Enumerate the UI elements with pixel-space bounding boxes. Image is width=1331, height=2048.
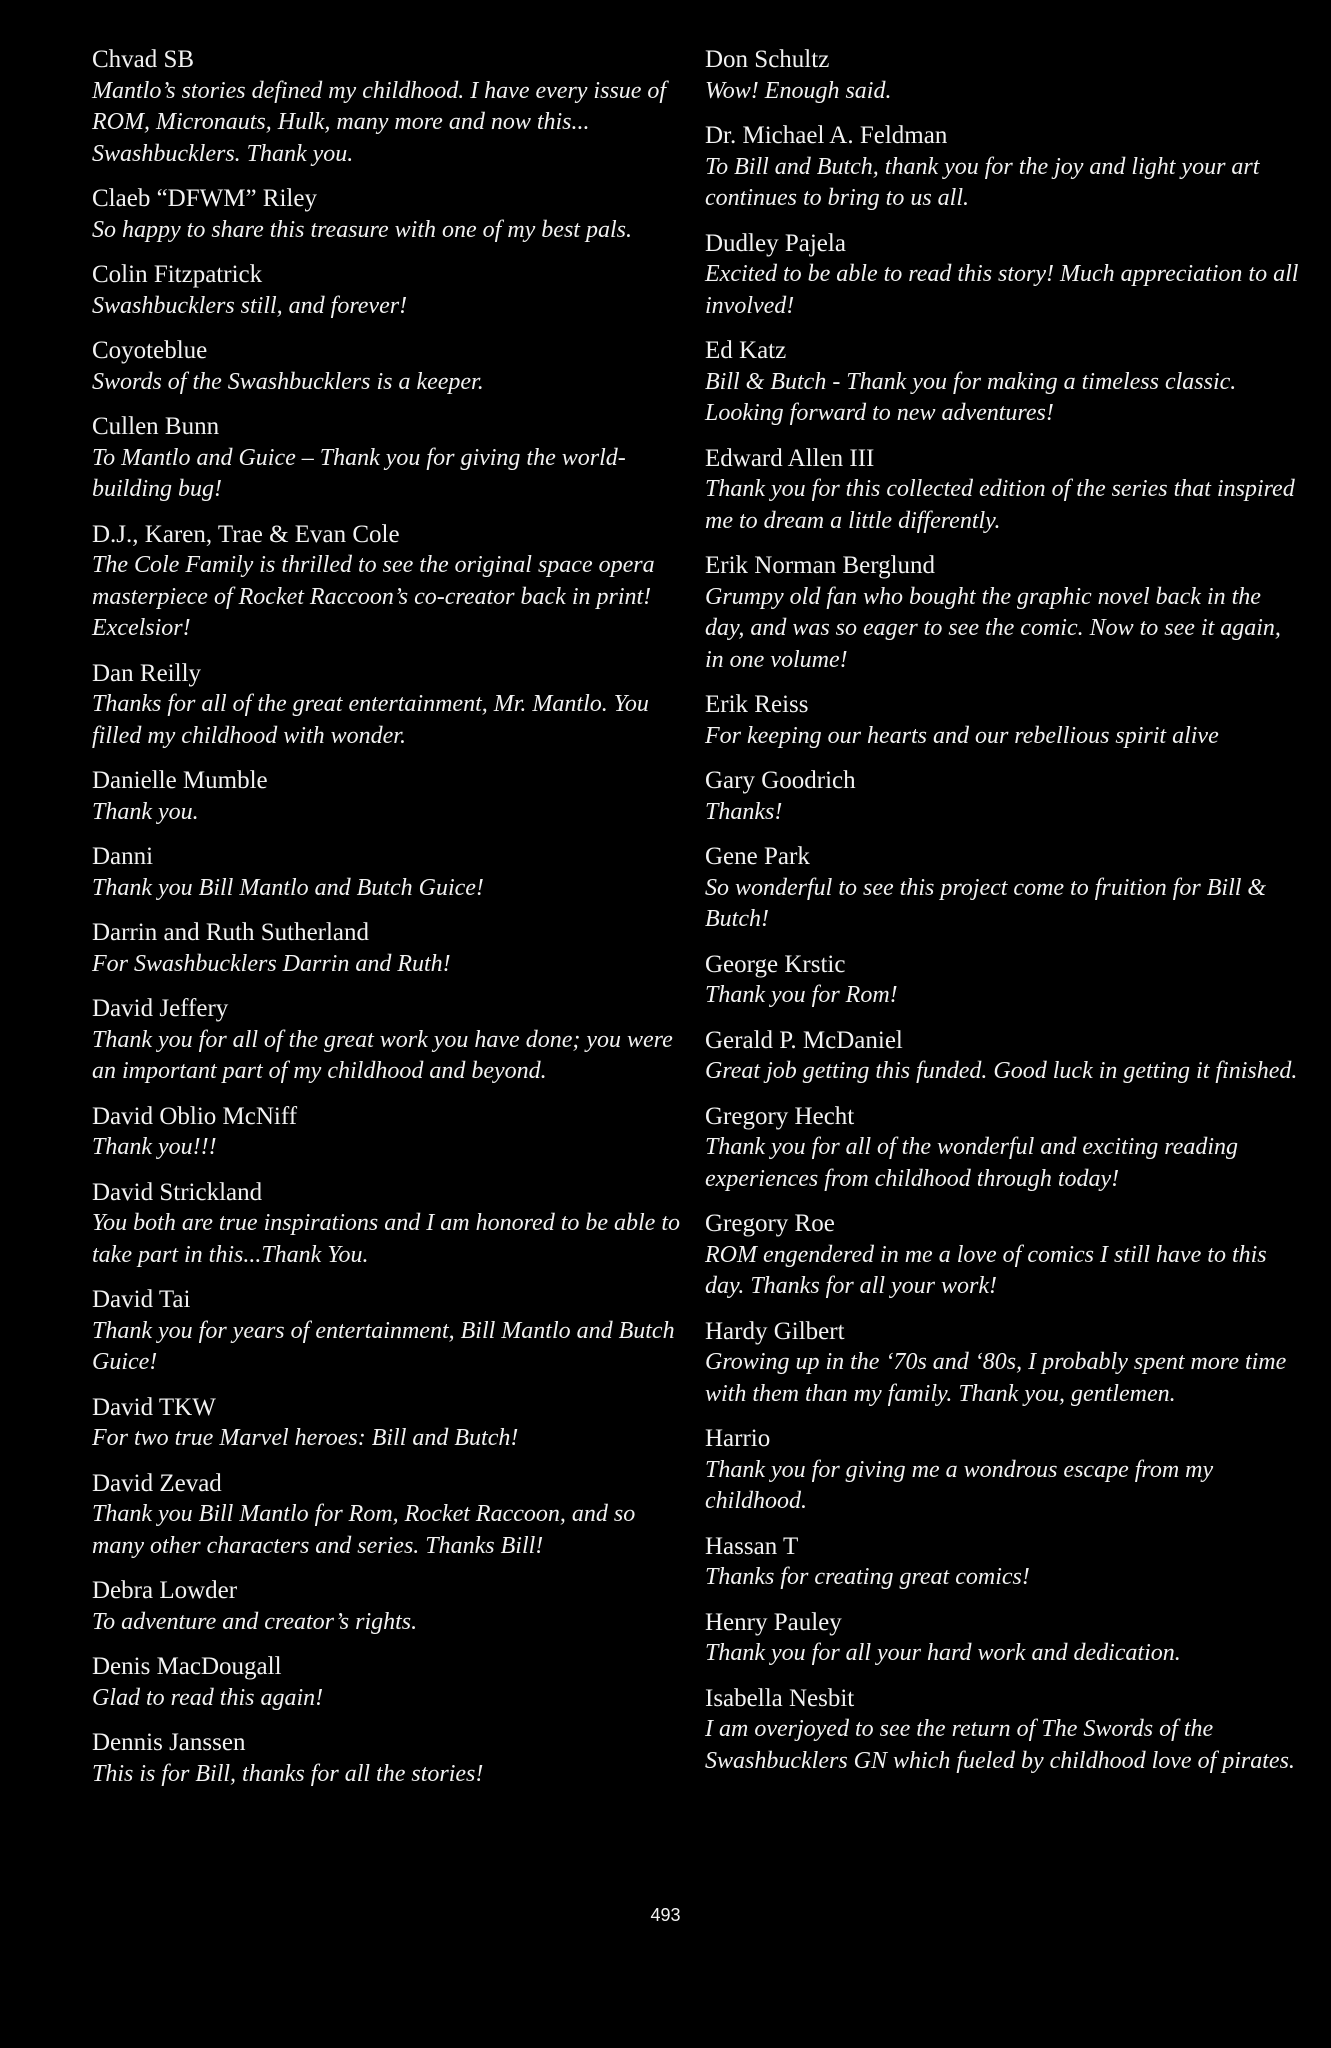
- backer-message: Thanks for creating great comics!: [705, 1564, 1030, 1590]
- backer-message: Thanks!: [705, 798, 783, 825]
- backer-entry: [705, 841, 1305, 936]
- backer-entry: [705, 1208, 1305, 1303]
- backer-entry: [92, 1392, 692, 1455]
- backer-entry: [92, 259, 692, 322]
- backer-entry: [92, 1575, 692, 1638]
- left-column: [92, 44, 692, 1803]
- backer-entry: [705, 1683, 1305, 1778]
- backer-message: Thank you for all of the great work you have done; you were an important part of my childhood and beyond.: [92, 1026, 673, 1084]
- right-column: [705, 44, 1305, 1790]
- backer-entry: [92, 765, 692, 828]
- backer-name: Coyoteblue: [92, 337, 208, 364]
- backer-name: Colin Fitzpatrick: [92, 261, 263, 288]
- backer-entry: [92, 917, 692, 980]
- backer-entry: [705, 443, 1305, 538]
- backer-name: Isabella Nesbit: [705, 1684, 855, 1712]
- backer-entry: [705, 550, 1305, 676]
- backer-name: Gary Goodrich: [705, 767, 856, 794]
- backer-entry: [92, 1727, 692, 1790]
- backer-name: Henry Pauley: [705, 1608, 842, 1636]
- backer-name: Chvad SB: [92, 46, 195, 73]
- backer-name: Dennis Janssen: [92, 1729, 246, 1756]
- backer-message: I am overjoyed to see the return of The Swords of the Swashbucklers GN which fueled by childhood love of pirates.: [705, 1716, 1295, 1774]
- backer-entry: [705, 1531, 1305, 1594]
- backer-message: Thank you!!!: [92, 1134, 217, 1160]
- backer-entry: [705, 335, 1305, 430]
- backer-message: Grumpy old fan who bought the graphic novel back in the day, and was so eager to see the comic. Now to see it again, in one volume!: [705, 583, 1281, 673]
- backer-message: To Bill and Butch, thank you for the joy and light your art continues to bring to us all.: [705, 153, 1260, 211]
- backer-message: Mantlo’s stories defined my childhood. I have every issue of ROM, Micronauts, Hulk, many more and now this... Swashbucklers. Thank you.: [92, 77, 667, 167]
- backer-message: Thanks for all of the great entertainment, Mr. Mantlo. You filled my childhood with wonder.: [92, 691, 649, 749]
- backer-name: Hardy Gilbert: [705, 1317, 845, 1345]
- backer-name: Gregory Roe: [705, 1210, 835, 1237]
- page-number: 493: [650, 1905, 681, 1925]
- backer-name: Edward Allen III: [705, 444, 875, 472]
- backer-entry: [92, 411, 692, 506]
- backer-message: Excited to be able to read this story! Much appreciation to all involved!: [705, 261, 1299, 319]
- backer-message: Thank you for Rom!: [705, 982, 898, 1008]
- backer-message: Wow! Enough said.: [705, 77, 892, 104]
- backer-name: Dan Reilly: [92, 659, 202, 687]
- backer-name: Dr. Michael A. Feldman: [705, 122, 948, 149]
- backer-name: David Strickland: [92, 1178, 263, 1206]
- backer-message: Swords of the Swashbucklers is a keeper.: [92, 368, 484, 395]
- backer-message: Thank you Bill Mantlo and Butch Guice!: [92, 874, 484, 901]
- backer-name: David Tai: [92, 1286, 191, 1313]
- backer-name: David Zevad: [92, 1469, 222, 1497]
- backer-message: For two true Marvel heroes: Bill and Butch!: [92, 1425, 519, 1451]
- backer-entry: [92, 1468, 692, 1563]
- backer-message: Glad to read this again!: [92, 1684, 324, 1711]
- backer-entry: [705, 765, 1305, 828]
- backer-entry: [705, 1423, 1305, 1518]
- backer-message: Swashbucklers still, and forever!: [92, 292, 408, 319]
- backer-entry: [705, 1025, 1305, 1088]
- backer-message: This is for Bill, thanks for all the stories!: [92, 1760, 484, 1787]
- backer-entry: [92, 1101, 692, 1164]
- backer-message: For Swashbucklers Darrin and Ruth!: [92, 950, 451, 977]
- backer-name: Denis MacDougall: [92, 1653, 282, 1680]
- backer-entry: [92, 44, 692, 170]
- backer-message: Thank you for years of entertainment, Bill Mantlo and Butch Guice!: [92, 1317, 675, 1375]
- backer-name: David Oblio McNiff: [92, 1102, 298, 1130]
- backer-name: Ed Katz: [705, 337, 787, 364]
- backer-message: For keeping our hearts and our rebellious spirit alive: [705, 722, 1219, 749]
- backer-name: Darrin and Ruth Sutherland: [92, 919, 370, 946]
- backer-message: ROM engendered in me a love of comics I still have to this day. Thanks for all your work!: [705, 1241, 1267, 1299]
- backer-name: Hassan T: [705, 1532, 799, 1560]
- backer-message: Thank you Bill Mantlo for Rom, Rocket Raccoon, and so many other characters and series. Thanks Bill!: [92, 1501, 636, 1559]
- backer-entry: [705, 44, 1305, 107]
- backer-entry: [92, 1284, 692, 1379]
- backer-entry: [92, 1651, 692, 1714]
- backer-message: Bill & Butch - Thank you for making a timeless classic. Looking forward to new adventures!: [705, 368, 1237, 426]
- backer-message: To adventure and creator’s rights.: [92, 1608, 418, 1635]
- backer-entry: [705, 1607, 1305, 1670]
- backer-entry: [92, 519, 692, 645]
- backer-name: Debra Lowder: [92, 1577, 238, 1604]
- backer-name: Danni: [92, 843, 154, 870]
- backer-message: To Mantlo and Guice – Thank you for giving the world-building bug!: [92, 444, 626, 502]
- backer-entry: [92, 658, 692, 753]
- backer-message: Great job getting this funded. Good luck in getting it finished.: [705, 1058, 1298, 1084]
- backer-entry: [705, 228, 1305, 323]
- backer-message: So happy to share this treasure with one of my best pals.: [92, 216, 632, 243]
- backer-message: Growing up in the ‘70s and ‘80s, I probably spent more time with them than my family. Thank you, gentlemen.: [705, 1349, 1287, 1407]
- backer-message: The Cole Family is thrilled to see the original space opera masterpiece of Rocket Raccoon’s co-creator back in print! Excelsior!: [92, 552, 655, 641]
- backer-entry: [92, 841, 692, 904]
- backer-name: George Krstic: [705, 950, 846, 978]
- backer-entry: [92, 993, 692, 1088]
- backer-name: Gerald P. McDaniel: [705, 1026, 903, 1054]
- backer-entry: [705, 120, 1305, 215]
- backer-entry: [705, 949, 1305, 1012]
- backer-name: Danielle Mumble: [92, 767, 268, 794]
- backer-name: Erik Norman Berglund: [705, 552, 936, 579]
- backer-name: D.J., Karen, Trae & Evan Cole: [92, 520, 400, 548]
- backer-name: Dudley Pajela: [705, 229, 846, 257]
- backer-name: Gene Park: [705, 843, 810, 870]
- backer-entry: [92, 335, 692, 398]
- backer-name: Don Schultz: [705, 46, 830, 73]
- backer-message: Thank you for giving me a wondrous escape from my childhood.: [705, 1456, 1214, 1514]
- backer-name: Claeb “DFWM” Riley: [92, 185, 317, 212]
- backer-name: David TKW: [92, 1393, 216, 1421]
- backer-name: Gregory Hecht: [705, 1102, 855, 1130]
- backer-entry: [705, 1101, 1305, 1196]
- backer-message: Thank you.: [92, 798, 199, 825]
- backer-message: So wonderful to see this project come to fruition for Bill & Butch!: [705, 874, 1267, 932]
- backer-name: Erik Reiss: [705, 691, 809, 718]
- backer-message: Thank you for all of the wonderful and exciting reading experiences from childhood through today!: [705, 1134, 1239, 1192]
- backer-entry: [705, 689, 1305, 752]
- backer-name: Cullen Bunn: [92, 413, 220, 440]
- backer-name: Harrio: [705, 1425, 771, 1452]
- backer-entry: [92, 183, 692, 246]
- backer-entry: [92, 1177, 692, 1272]
- backer-message: Thank you for this collected edition of the series that inspired me to dream a little differently.: [705, 476, 1295, 534]
- backer-entry: [705, 1316, 1305, 1411]
- backer-message: You both are true inspirations and I am honored to be able to take part in this...Thank You.: [92, 1210, 680, 1268]
- backer-message: Thank you for all your hard work and dedication.: [705, 1640, 1181, 1666]
- backer-name: David Jeffery: [92, 995, 229, 1022]
